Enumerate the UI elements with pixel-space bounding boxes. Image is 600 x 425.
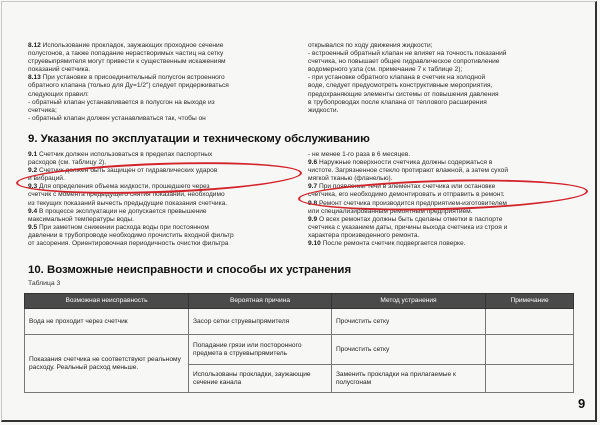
text-line: - не менее 1-го раза в 6 месяцев.	[308, 151, 411, 158]
text-line: обратного клапана (только для Ду=1/2") следует придерживаться	[28, 82, 229, 90]
text-line: 9.5 При заметном снижении расхода воды при постоянном	[28, 223, 209, 231]
table-caption: Таблица 3	[28, 280, 61, 287]
cell-fault: Вода не проходит через счетчик	[25, 309, 189, 335]
header-fault: Возможная неисправность	[25, 294, 189, 309]
text-line: следующих правил:	[28, 90, 89, 98]
cell-note	[486, 365, 574, 393]
table-row	[25, 309, 574, 335]
text-line: 9.6 Наружные поверхности счетчика должны содержаться в	[308, 159, 493, 167]
column-right-top	[308, 42, 576, 115]
text-line: 9.7 При появлении течи в элементах счетчика или остановке	[308, 183, 496, 191]
text-line: или специализированным ремонтным предприятием.	[308, 207, 473, 215]
header-method: Метод устранения	[331, 294, 485, 309]
text-line: чистоте. Загрязненное стекло протирают влажной, а затем сухой	[308, 167, 509, 175]
text-line: расходов (см. таблицу 2).	[28, 159, 107, 167]
cell-cause: Попадание грязи или посторонного предмета в струевыпрямитель	[189, 335, 332, 365]
text-line: из текущих показаний вычесть предыдущие показания счетчика.	[28, 199, 228, 207]
text-line: - обратный клапан должен устанавливаться так, чтобы он	[28, 114, 206, 122]
text-line: 9.4 В процессе эксплуатации не допускается превышение	[28, 207, 207, 215]
text-line: и вибраций.	[28, 175, 65, 183]
cell-cause: Использованы прокладки, заужающие сечение канала	[189, 365, 332, 393]
text-line: 9.1 Счетчик должен использоваться в пределах паспортных	[28, 151, 213, 158]
cell-fault: Показания счетчика не соответствуют реальному расходу. Реальный расход меньше.	[25, 335, 189, 393]
cell-method: Заменить прокладки на прилагаемые к полусгонам	[331, 365, 485, 393]
header-cause: Вероятная причина	[189, 294, 332, 309]
text-line: характера произведенного ремонта.	[308, 231, 420, 239]
section-10-title: 10. Возможные неисправности и способы их устранения	[28, 264, 352, 276]
text-line: в трубопроводах после клапана от теплового расширения	[308, 98, 487, 106]
cell-note	[486, 309, 574, 335]
text-line: 9.10 После ремонта счетчик подвергается поверке.	[308, 240, 466, 248]
text-line: воде, следует предусмотреть конструктивные мероприятия,	[308, 82, 493, 90]
text-line: 9.3 Для определения объема жидкости, прошедшего через	[28, 183, 210, 191]
text-line: максимальной температуры воды.	[28, 215, 134, 223]
text-line: 8.12 Использование прокладок, заужающих проходное сечение	[28, 42, 224, 49]
section-9-title: 9. Указания по эксплуатации и техническому обслуживанию	[28, 133, 370, 145]
table-row	[25, 335, 574, 365]
text-line: показаний счетчика.	[28, 66, 91, 74]
text-line: полусгонов, а также попадание нерастворимых частиц на сетку	[28, 50, 224, 58]
cell-method: Прочистить сетку	[331, 335, 485, 365]
text-line: счетчика, но повышает общее гидравлическое сопротивление	[308, 58, 500, 66]
text-line: счетчик с момента предыдущего снятия показаний, необходимо	[28, 191, 225, 199]
text-line: давлении в трубопроводе необходимо прочистить входной фильтр	[28, 231, 234, 239]
text-line: водомерного узла (см. примечание 7 к таблице 2);	[308, 66, 463, 74]
text-line: 9.8 Ремонт счетчика производится предприятием-изготовителем	[308, 199, 507, 207]
text-line: счетчика с указанием даты, причины выхода счетчика из строя и	[308, 223, 508, 231]
header-note: Примечание	[486, 294, 574, 309]
text-line: - встроенный обратный клапан не влияет на точность показаний	[308, 50, 507, 58]
cell-note	[486, 335, 574, 365]
column-left-top	[28, 42, 296, 123]
page-number: 9	[578, 396, 586, 411]
text-line: струевыпрямителя могут привести к существенным искажениям	[28, 58, 226, 66]
text-line: мягкой тканью (фланелью).	[308, 175, 393, 183]
text-line: открывался по ходу движения жидкости;	[308, 42, 433, 49]
text-line: от засорения. Ориентировочная периодичность очистки фильтра	[28, 240, 229, 248]
text-line: жидкости.	[308, 106, 339, 114]
table-header-row	[25, 294, 574, 309]
cell-method: Прочистить сетку	[331, 309, 485, 335]
text-line: предохраняющие элементы системы от повышения давления	[308, 90, 499, 98]
text-line: - обратный клапан устанавливается в полусгон на выходе из	[28, 98, 215, 106]
faults-table	[24, 293, 574, 393]
cell-cause: Засор сетки струевыпрямителя	[189, 309, 332, 335]
text-line: 9.2 Счетчик должен быть защищен от гидравлических ударов	[28, 167, 218, 175]
text-line: счетчика;	[28, 106, 57, 114]
text-line: 9.9 О всех ремонтах должны быть сделаны отметки в паспорте	[308, 215, 503, 223]
text-line: - при установке обратного клапана в счетчик на холодной	[308, 74, 486, 82]
text-line: 8.13 При установке в присоединительный полусгон встроенного	[28, 74, 225, 82]
text-line: счетчика, его необходимо демонтировать и отправить в ремонт.	[308, 191, 505, 199]
